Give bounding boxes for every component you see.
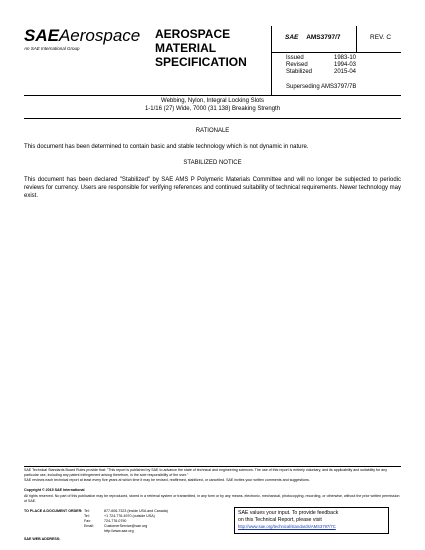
subject-line-2: 1-1/16 (27) Wide, 7000 (31 138) Breaking Strength <box>144 106 281 112</box>
stabilized-text: This document has been declared "Stabilized" by SAE AMS P Polymeric Materials Committee and will no longer be subjected to periodic reviews for currency. Users are responsible for verifying references and continued suitability of technical requirements. Newer technology may exist. <box>24 177 401 199</box>
footer-copyright: Copyright © 2015 SAE International <box>24 488 85 492</box>
contact-fax: 724-776-0790 <box>104 519 127 523</box>
contact-website-link[interactable]: http://www.sae.org <box>104 529 134 533</box>
rationale-text: This document has been determined to contain basic and stable technology which is not dynamic in nature. <box>24 144 309 150</box>
feedback-line-1: SAE values your input. To provide feedback <box>238 510 339 516</box>
logo-tagline: An SAE International Group <box>24 46 80 51</box>
contact-tel-us: 877-606-7323 (inside USA and Canada) <box>104 509 168 513</box>
subject-line-1: Webbing, Nylon, Integral Locking Slots <box>161 98 264 104</box>
footer-policy-2: SAE reviews each technical report at least every five years at which time it may be revised, reaffirmed, stabilized, or cancelled. SAE invites your written comments and suggestions. <box>24 478 310 482</box>
revision-label: REV. C <box>370 34 392 41</box>
contact-fax-label: Fax: <box>84 519 91 523</box>
stabilized-heading: STABILIZED NOTICE <box>183 160 242 166</box>
contact-tel-intl-label: Tel: <box>84 514 90 518</box>
feedback-link[interactable]: http://www.sae.org/technical/standards/AMS3797/7C <box>238 524 336 529</box>
doc-sae-label: SAE <box>285 34 299 41</box>
doc-number-block <box>285 34 341 41</box>
header-divider-rev <box>356 26 357 52</box>
contact-email-label: Email: <box>84 524 94 528</box>
date-issued-label: Issued <box>286 55 304 61</box>
header-divider-vertical <box>271 26 272 95</box>
title-line-2: MATERIAL <box>155 41 217 55</box>
footer-rights: All rights reserved. No part of this publication may be reproduced, stored in a retrieval system or transmitted, in any form or by any means, electronic, mechanical, photocopying, recording, or otherwise, without the prior written permission of SAE. <box>24 494 400 503</box>
logo-sae-text: SAE <box>24 26 59 45</box>
date-issued-value: 1983-10 <box>334 55 357 61</box>
header-divider-horizontal <box>271 52 401 53</box>
contact-email-link[interactable]: CustomerService@sae.org <box>104 524 148 528</box>
feedback-line-2: on this Technical Report, please visit <box>238 517 322 523</box>
superseding-note: Superseding AMS3797/7B <box>286 84 357 90</box>
subject-bottom-rule <box>24 118 401 119</box>
date-revised-value: 1994-03 <box>334 62 357 68</box>
logo-aerospace-text: Aerospace <box>58 26 141 45</box>
title-line-1: AEROSPACE <box>155 27 231 41</box>
contact-tel-intl: +1 724-776-4970 (outside USA) <box>104 514 155 518</box>
doc-number: AMS3797/7 <box>306 34 341 41</box>
header-bottom-rule <box>24 95 401 96</box>
sae-aerospace-logo <box>24 27 149 57</box>
date-stabilized-value: 2015-04 <box>334 69 357 75</box>
date-revised-label: Revised <box>286 62 308 68</box>
footer-rule <box>24 466 401 467</box>
date-stabilized-label: Stabilized <box>286 69 313 75</box>
footer-policy-1: SAE Technical Standards Board Rules provide that: "This report is published by SAE to advance the state of technical and engineering sciences. The use of this report is entirely voluntary, and its applicability and suitability for any particular use, including any patent infringement arising therefrom, is the sole responsibility of the user." <box>24 468 388 477</box>
contact-tel-us-label: Tel: <box>84 509 90 513</box>
document-type-title <box>155 27 265 69</box>
web-address-label: SAE WEB ADDRESS: <box>24 537 61 541</box>
feedback-box <box>234 507 389 534</box>
title-line-3: SPECIFICATION <box>155 55 247 69</box>
order-label: TO PLACE A DOCUMENT ORDER: <box>24 509 83 513</box>
rationale-heading: RATIONALE <box>195 128 230 134</box>
